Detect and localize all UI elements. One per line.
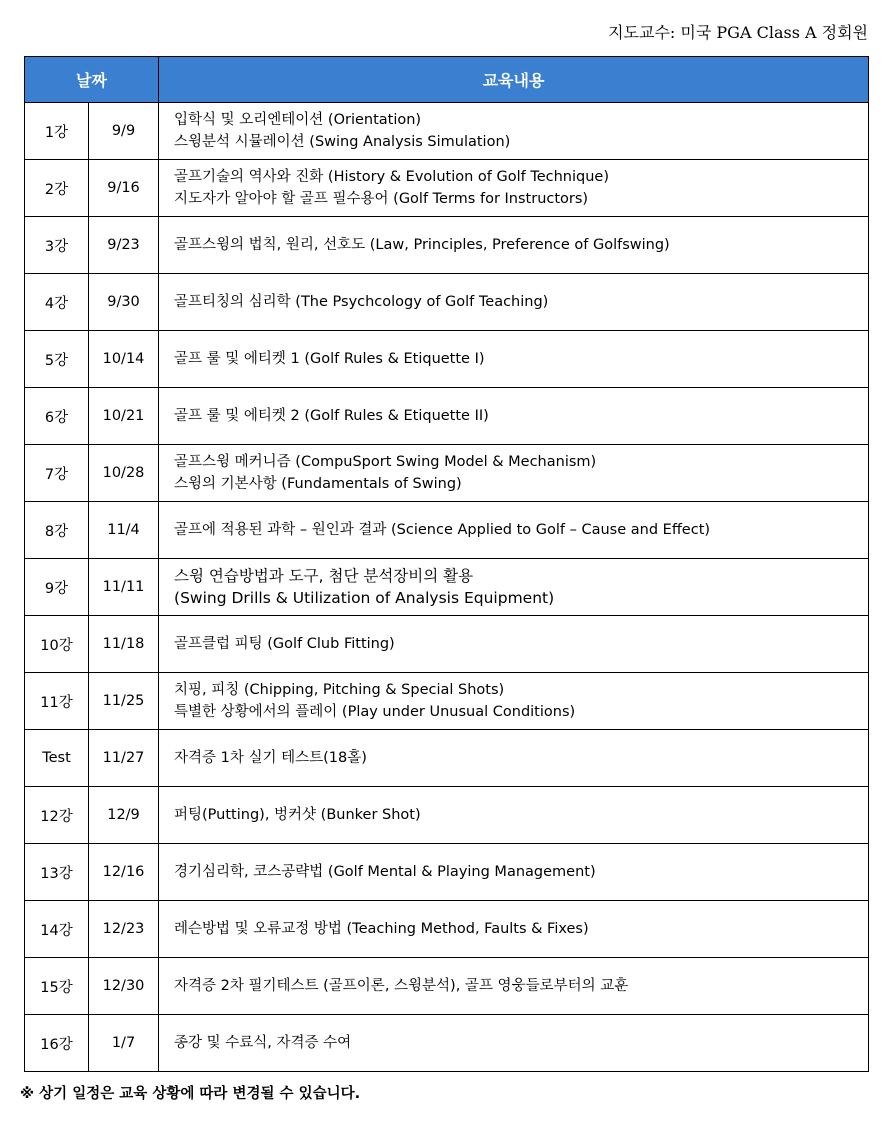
content-line: 퍼팅(Putting), 벙커샷 (Bunker Shot) — [174, 807, 421, 823]
lecture-number: 1강 — [25, 103, 89, 160]
lecture-date: 12/9 — [89, 787, 159, 844]
lecture-date: 11/18 — [89, 616, 159, 673]
content-line: 골프 룰 및 에티켓 2 (Golf Rules & Etiquette II) — [174, 408, 489, 424]
table-row — [25, 331, 869, 388]
lecture-number: Test — [25, 730, 89, 787]
lecture-date: 1/7 — [89, 1015, 159, 1072]
table-row — [25, 559, 869, 616]
lecture-content — [159, 388, 869, 445]
lecture-content — [159, 787, 869, 844]
header-date: 날짜 — [25, 57, 159, 103]
lecture-content — [159, 274, 869, 331]
lecture-content — [159, 160, 869, 217]
table-row — [25, 844, 869, 901]
lecture-content — [159, 958, 869, 1015]
table-row — [25, 445, 869, 502]
lecture-date: 12/23 — [89, 901, 159, 958]
content-line: 레슨방법 및 오류교정 방법 (Teaching Method, Faults & Fixes) — [174, 921, 589, 937]
lecture-number: 3강 — [25, 217, 89, 274]
content-line: 골프스윙의 법칙, 원리, 선호도 (Law, Principles, Preference of Golfswing) — [174, 237, 670, 253]
content-line: 경기심리학, 코스공략법 (Golf Mental & Playing Management) — [174, 864, 596, 880]
lecture-number: 4강 — [25, 274, 89, 331]
table-row — [25, 1015, 869, 1072]
lecture-date: 9/16 — [89, 160, 159, 217]
content-line: 자격증 1차 실기 테스트(18홀) — [174, 750, 367, 766]
lecture-number: 6강 — [25, 388, 89, 445]
table-row — [25, 103, 869, 160]
table-row — [25, 787, 869, 844]
lecture-content — [159, 502, 869, 559]
lecture-content — [159, 559, 869, 616]
lecture-number: 13강 — [25, 844, 89, 901]
content-line: 스윙의 기본사항 (Fundamentals of Swing) — [174, 476, 462, 492]
table-row — [25, 901, 869, 958]
lecture-number: 11강 — [25, 673, 89, 730]
table-header-row — [25, 57, 869, 103]
lecture-content — [159, 217, 869, 274]
lecture-number: 10강 — [25, 616, 89, 673]
lecture-number: 12강 — [25, 787, 89, 844]
lecture-content — [159, 673, 869, 730]
lecture-content — [159, 730, 869, 787]
content-line: 스윙분석 시뮬레이션 (Swing Analysis Simulation) — [174, 134, 511, 150]
table-row — [25, 274, 869, 331]
lecture-number: 14강 — [25, 901, 89, 958]
content-line: 골프에 적용된 과학 – 원인과 결과 (Science Applied to Golf – Cause and Effect) — [174, 522, 711, 538]
table-row — [25, 388, 869, 445]
lecture-content — [159, 1015, 869, 1072]
lecture-content — [159, 901, 869, 958]
header-content: 교육내용 — [159, 57, 869, 103]
table-row — [25, 160, 869, 217]
lecture-date: 12/16 — [89, 844, 159, 901]
lecture-date: 11/25 — [89, 673, 159, 730]
content-line: 종강 및 수료식, 자격증 수여 — [174, 1035, 352, 1051]
content-line: 입학식 및 오리엔테이션 (Orientation) — [174, 112, 422, 128]
lecture-number: 8강 — [25, 502, 89, 559]
lecture-number: 15강 — [25, 958, 89, 1015]
instructor-note: 지도교수: 미국 PGA Class A 정회원 — [608, 23, 868, 42]
lecture-content — [159, 844, 869, 901]
lecture-number: 2강 — [25, 160, 89, 217]
table-row — [25, 958, 869, 1015]
lecture-number: 16강 — [25, 1015, 89, 1072]
lecture-date: 11/27 — [89, 730, 159, 787]
lecture-date: 10/21 — [89, 388, 159, 445]
schedule-table — [24, 56, 869, 1072]
lecture-date: 11/11 — [89, 559, 159, 616]
content-line: 골프스윙 메커니즘 (CompuSport Swing Model & Mechanism) — [174, 454, 597, 470]
table-row — [25, 502, 869, 559]
content-line: (Swing Drills & Utilization of Analysis Equipment) — [174, 589, 555, 607]
lecture-date: 12/30 — [89, 958, 159, 1015]
content-line: 자격증 2차 필기테스트 (골프이론, 스윙분석), 골프 영웅들로부터의 교훈 — [174, 978, 629, 994]
content-line: 스윙 연습방법과 도구, 첨단 분석장비의 활용 — [174, 567, 474, 585]
lecture-date: 9/9 — [89, 103, 159, 160]
content-line: 골프 룰 및 에티켓 1 (Golf Rules & Etiquette I) — [174, 351, 485, 367]
lecture-date: 10/28 — [89, 445, 159, 502]
lecture-date: 10/14 — [89, 331, 159, 388]
schedule-body — [25, 103, 869, 1072]
lecture-number: 7강 — [25, 445, 89, 502]
content-line: 골프클럽 피팅 (Golf Club Fitting) — [174, 636, 395, 652]
lecture-date: 11/4 — [89, 502, 159, 559]
footnote: ※ 상기 일정은 교육 상황에 따라 변경될 수 있습니다. — [20, 1086, 361, 1102]
lecture-number: 9강 — [25, 559, 89, 616]
table-row — [25, 673, 869, 730]
content-line: 골프티칭의 심리학 (The Psychcology of Golf Teaching) — [174, 294, 549, 310]
lecture-content — [159, 445, 869, 502]
content-line: 특별한 상황에서의 플레이 (Play under Unusual Conditions) — [174, 704, 576, 720]
table-row — [25, 730, 869, 787]
lecture-content — [159, 103, 869, 160]
table-row — [25, 217, 869, 274]
table-row — [25, 616, 869, 673]
lecture-number: 5강 — [25, 331, 89, 388]
content-line: 지도자가 알아야 할 골프 필수용어 (Golf Terms for Instructors) — [174, 191, 589, 207]
content-line: 치핑, 피칭 (Chipping, Pitching & Special Shots) — [174, 682, 505, 698]
content-line: 골프기술의 역사와 진화 (History & Evolution of Golf Technique) — [174, 169, 609, 185]
lecture-date: 9/30 — [89, 274, 159, 331]
lecture-date: 9/23 — [89, 217, 159, 274]
lecture-content — [159, 331, 869, 388]
lecture-content — [159, 616, 869, 673]
